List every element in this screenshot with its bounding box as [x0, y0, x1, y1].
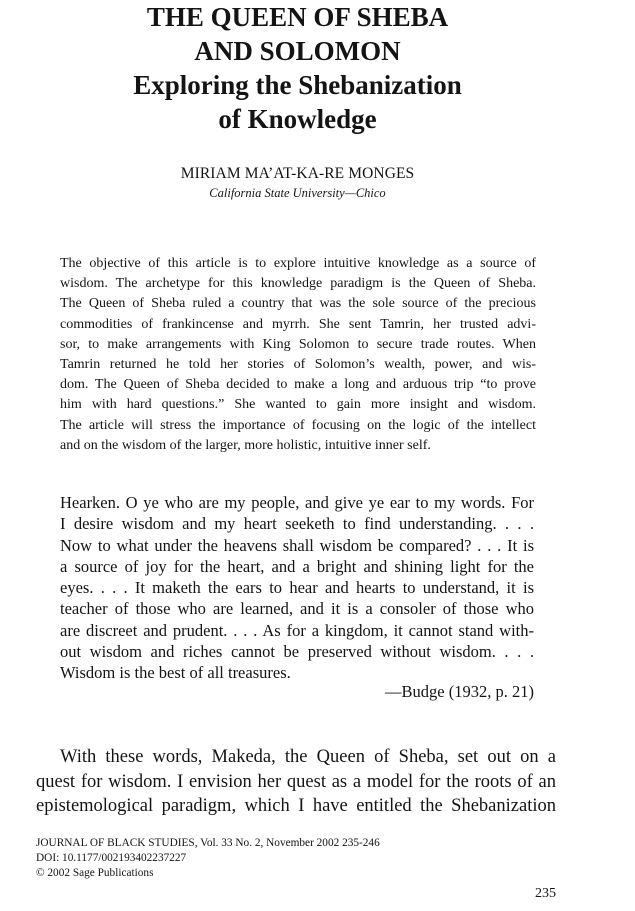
- epigraph-line: teacher of those who are learned, and it is a consoler of those who: [60, 599, 534, 619]
- copyright: © 2002 Sage Publications: [36, 867, 154, 879]
- article-title: [0, 0, 595, 136]
- author-affiliation: California State University—Chico: [209, 186, 386, 200]
- title-line: THE QUEEN OF SHEBA: [146, 2, 449, 32]
- abstract-line: The Queen of Sheba ruled a country that was the sole source of the precious: [60, 296, 536, 312]
- doi: DOI: 10.1177/002193402237227: [36, 852, 187, 864]
- abstract-line: wisdom. The archetype for this knowledge paradigm is the Queen of Sheba.: [60, 276, 536, 292]
- abstract-line: Tamrin returned he told her stories of Solomon’s wealth, power, and wis-: [60, 356, 536, 372]
- epigraph: [60, 492, 534, 684]
- title-line: AND SOLOMON: [194, 36, 401, 66]
- epigraph-line: Wisdom is the best of all treasures.: [60, 663, 291, 683]
- epigraph-line: Hearken. O ye who are my people, and give ye ear to my words. For: [60, 493, 534, 512]
- abstract-line: and on the wisdom of the larger, more holistic, intuitive inner self.: [60, 437, 431, 453]
- citation-footer: [36, 836, 380, 881]
- subtitle-line: of Knowledge: [218, 104, 377, 134]
- abstract-line: dom. The Queen of Sheba decided to make a long and arduous trip “to prove: [60, 377, 536, 393]
- abstract-line: sor, to make arrangements with King Solomon to secure trade routes. When: [60, 336, 536, 352]
- epigraph-line: I desire wisdom and my heart seeketh to find understanding. . . .: [60, 514, 534, 534]
- body-line: epistemological paradigm, which I have entitled the Shebanization: [36, 796, 556, 816]
- abstract-line: The objective of this article is to explore intuitive knowledge as a source of: [60, 256, 536, 271]
- abstract: [60, 254, 536, 456]
- body-line: With these words, Makeda, the Queen of Sheba, set out on a: [60, 747, 556, 767]
- author-name: MIRIAM MA’AT-KA-RE MONGES: [180, 165, 415, 182]
- journal-citation: JOURNAL OF BLACK STUDIES, Vol. 33 No. 2, November 2002 235-246: [36, 837, 380, 849]
- epigraph-line: Now to what under the heavens shall wisdom be compared? . . . It is: [60, 535, 534, 555]
- abstract-line: him with hard questions.” She wanted to gain more insight and wisdom.: [60, 397, 536, 413]
- epigraph-line: out wisdom and riches cannot be preserved without wisdom. . . .: [60, 642, 534, 662]
- epigraph-line: are discreet and prudent. . . . As for a kingdom, it cannot stand with-: [60, 620, 534, 640]
- epigraph-attribution: —Budge (1932, p. 21): [385, 682, 534, 701]
- epigraph-line: a source of joy for the heart, and a bright and shining light for the: [60, 556, 534, 576]
- abstract-line: The article will stress the importance of focusing on the logic of the intellect: [60, 417, 536, 433]
- page-number: 235: [535, 886, 556, 901]
- body-line: quest for wisdom. I envision her quest as a model for the roots of an: [36, 771, 556, 792]
- body-paragraph: [36, 745, 556, 819]
- abstract-line: commodities of frankincense and myrrh. She sent Tamrin, her trusted advi-: [60, 316, 536, 332]
- subtitle-line: Exploring the Shebanization: [133, 70, 462, 100]
- epigraph-line: eyes. . . . It maketh the ears to hear and hearts to understand, it is: [60, 578, 534, 598]
